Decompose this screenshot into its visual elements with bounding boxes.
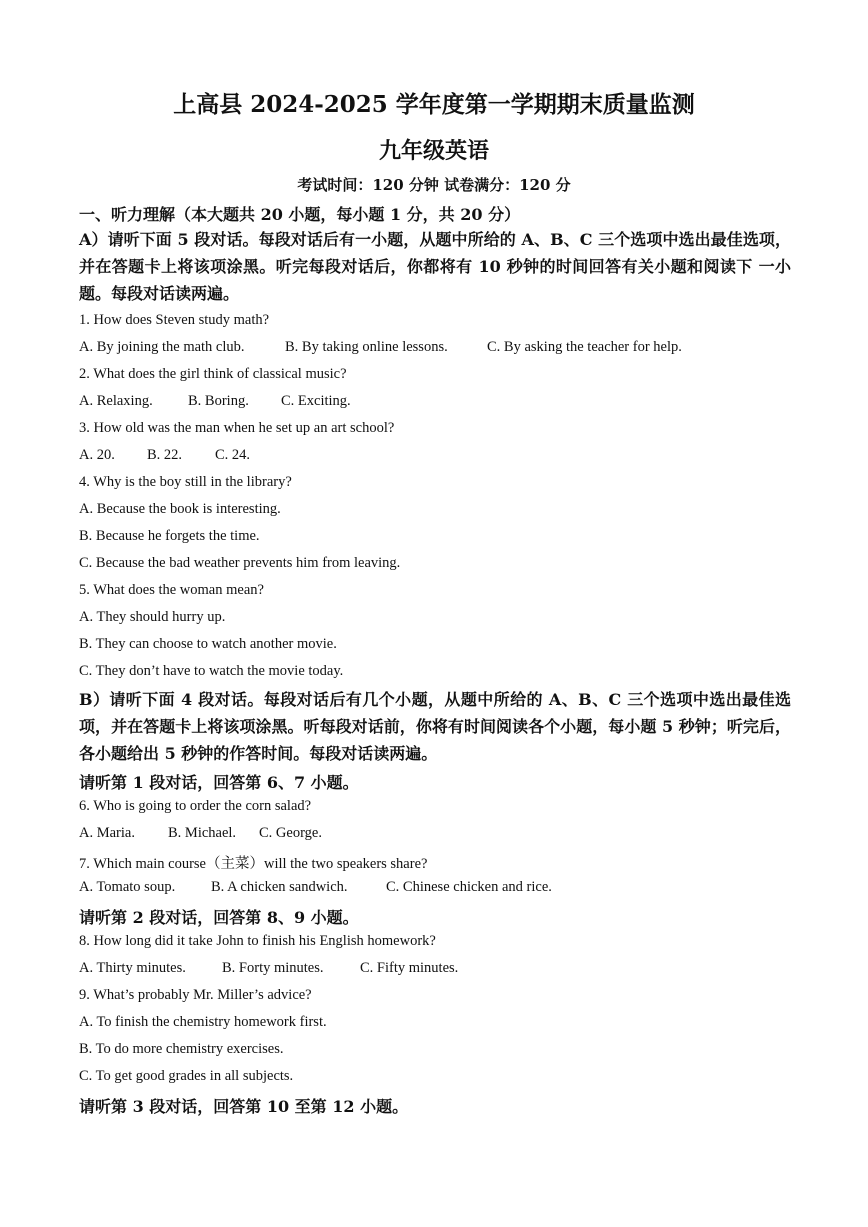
question-5-stem: 5. What does the woman mean? <box>79 582 264 598</box>
question-2-stem: 2. What does the girl think of classical music? <box>79 366 347 382</box>
option-a: A. 20. <box>79 447 115 463</box>
question-5-option-c: C. They don’t have to watch the movie today. <box>79 663 344 679</box>
question-4-stem: 4. Why is the boy still in the library? <box>79 474 292 490</box>
dialog-2-heading: 请听第 2 段对话，回答第 8、9 小题。 <box>79 908 359 927</box>
option-b: B. Boring. <box>188 393 249 409</box>
question-4-option-a: A. Because the book is interesting. <box>79 501 281 517</box>
dialog-1-heading: 请听第 1 段对话，回答第 6、7 小题。 <box>79 773 359 792</box>
part-b-instructions: B）请听下面 4 段对话。每段对话后有几个小题，从题中所给的 A、B、C 三个选项中选出最佳选项，并在答题卡上将该项涂黑。听每段对话前，你将有时间阅读各个小题，每小题 5 秒钟；听完后，各小题给出 5 秒钟的作答时间。每段对话读两遍。 <box>79 690 791 763</box>
question-4-option-b: B. Because he forgets the time. <box>79 528 260 544</box>
option-b: B. By taking online lessons. <box>285 339 448 355</box>
question-8-options <box>79 960 458 977</box>
question-1-stem: 1. How does Steven study math? <box>79 312 270 328</box>
question-9-option-b: B. To do more chemistry exercises. <box>79 1041 284 1057</box>
part-a-instructions: A）请听下面 5 段对话。每段对话后有一小题，从题中所给的 A、B、C 三个选项中选出最佳选项，并在答题卡上将该项涂黑。听完每段对话后，你都将有 10 秒钟的时间回答有关小题和阅读下 一小题。每段对话读两遍。 <box>79 230 791 303</box>
exam-title: 上高县 2024-2025 学年度第一学期期末质量监测 <box>173 91 695 118</box>
option-b: B. Forty minutes. <box>222 960 324 976</box>
option-b: B. Michael. <box>168 825 237 841</box>
question-9-option-a: A. To finish the chemistry homework first. <box>79 1014 327 1030</box>
question-6-options <box>79 825 322 842</box>
section-heading: 一、听力理解（本大题共 20 小题，每小题 1 分，共 20 分） <box>79 205 521 224</box>
option-c: C. Chinese chicken and rice. <box>386 879 552 895</box>
question-8-stem: 8. How long did it take John to finish his English homework? <box>79 933 436 949</box>
option-c: C. 24. <box>215 447 251 463</box>
question-9-stem: 9. What’s probably Mr. Miller’s advice? <box>79 987 312 1003</box>
question-7-options <box>79 879 552 896</box>
question-7-stem: 7. Which main course（主菜）will the two speakers share? <box>79 856 428 872</box>
option-b: B. A chicken sandwich. <box>211 879 348 895</box>
question-5-option-b: B. They can choose to watch another movie. <box>79 636 337 652</box>
option-a: A. Thirty minutes. <box>79 960 186 976</box>
question-5-option-a: A. They should hurry up. <box>79 609 226 625</box>
option-a: A. Maria. <box>79 825 135 841</box>
option-c: C. George. <box>259 825 322 841</box>
option-c: C. Fifty minutes. <box>360 960 459 976</box>
option-b: B. 22. <box>147 447 183 463</box>
question-2-options <box>79 393 351 410</box>
option-a: A. Relaxing. <box>79 393 153 409</box>
option-a: A. Tomato soup. <box>79 879 176 895</box>
question-1-options <box>79 339 682 356</box>
option-a: A. By joining the math club. <box>79 339 245 355</box>
question-4-option-c: C. Because the bad weather prevents him from leaving. <box>79 555 401 571</box>
exam-info: 考试时间：120 分钟 试卷满分：120 分 <box>297 176 571 194</box>
dialog-3-heading: 请听第 3 段对话，回答第 10 至第 12 小题。 <box>79 1097 409 1116</box>
question-6-stem: 6. Who is going to order the corn salad? <box>79 798 312 814</box>
exam-subject: 九年级英语 <box>378 138 489 164</box>
question-3-options <box>79 447 250 464</box>
option-c: C. Exciting. <box>281 393 351 409</box>
question-3-stem: 3. How old was the man when he set up an art school? <box>79 420 395 436</box>
option-c: C. By asking the teacher for help. <box>487 339 682 355</box>
question-9-option-c: C. To get good grades in all subjects. <box>79 1068 294 1084</box>
